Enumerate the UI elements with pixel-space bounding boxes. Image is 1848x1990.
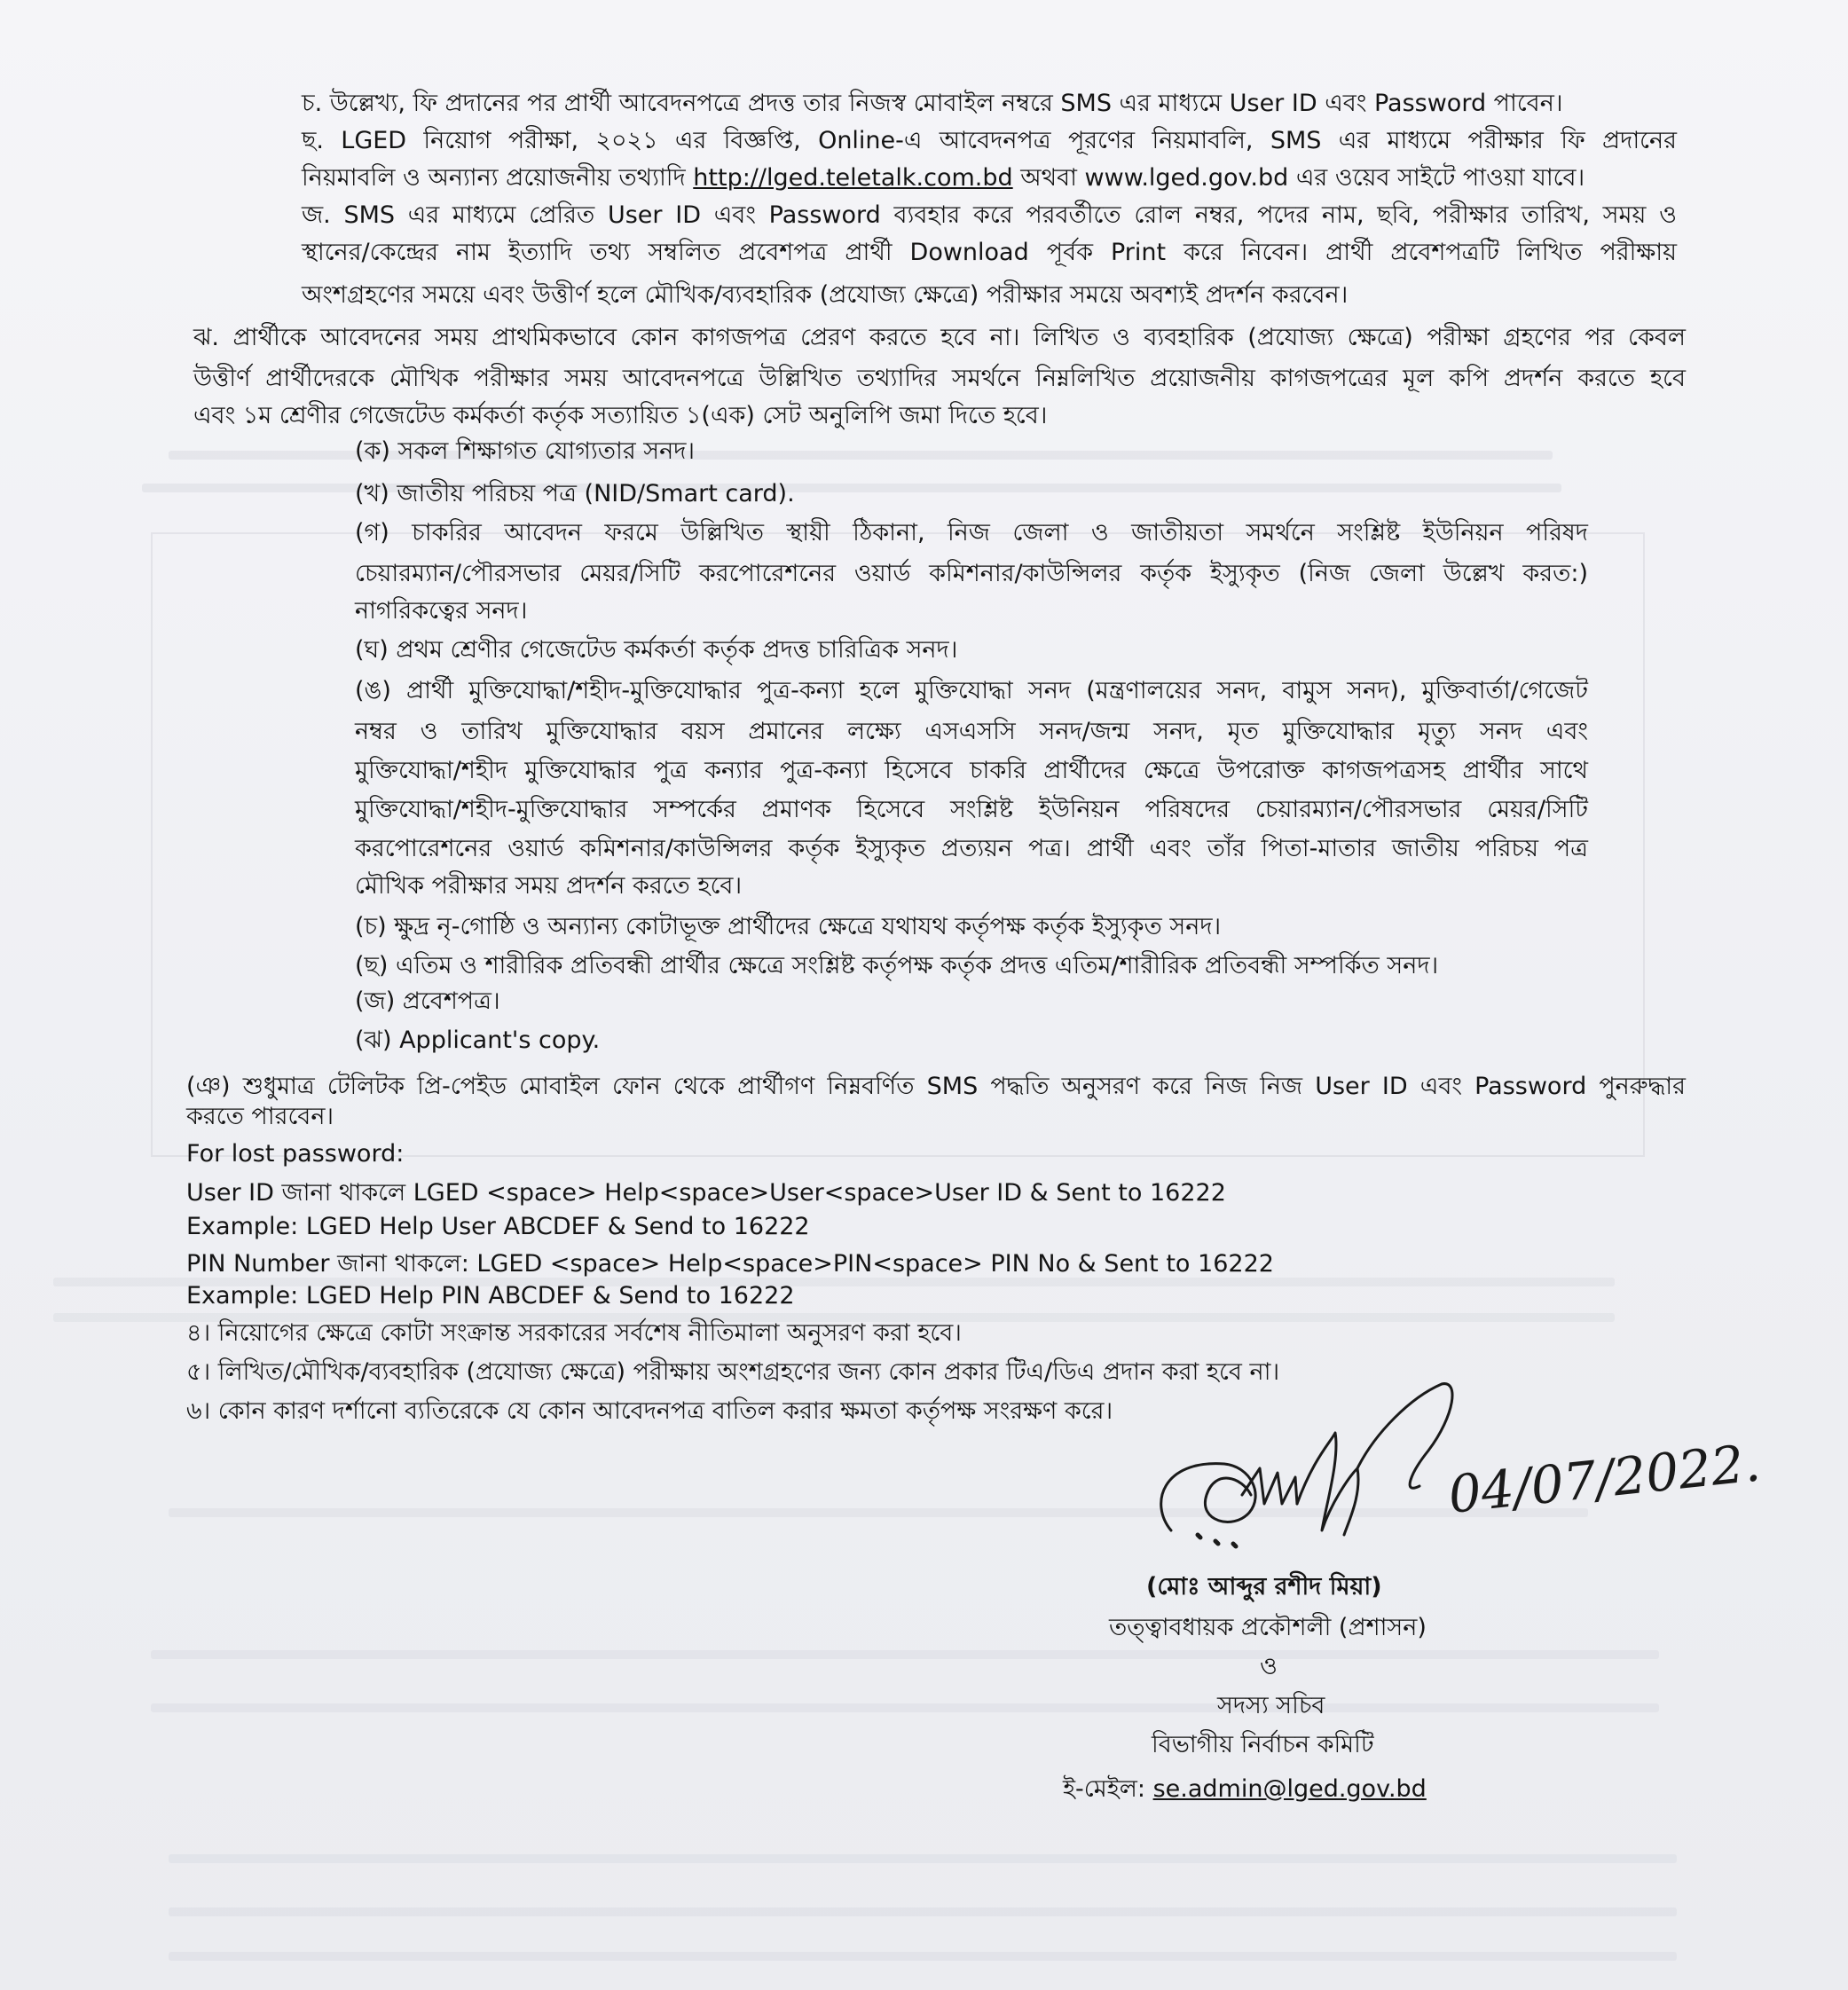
para-jha-line-2: উত্তীর্ণ প্রার্থীদেরকে মৌখিক পরীক্ষার সময় আবেদনপত্রে উল্লিখিত তথ্যাদির সমর্থনে নিম্নলিখিত প্রয়োজনীয় কাগজপত্রের মূল কপি প্রদর্শন করতে হবে — [193, 365, 1686, 392]
lost-password-line-2: Example: LGED Help User ABCDEF & Send to 16222 — [186, 1213, 810, 1240]
item-ga-line-2: চেয়ারম্যান/পৌরসভার মেয়র/সিটি করপোরেশনের ওয়ার্ড কমিশনার/কাউন্সিলর কর্তৃক ইস্যুকৃত (নিজ জেলা উল্লেখ করত:) — [355, 560, 1588, 587]
item-ga-line-3: নাগরিকত্বের সনদ। — [355, 597, 528, 625]
signatory-and: ও — [1260, 1653, 1278, 1680]
signature-dots — [1198, 1535, 1236, 1546]
handwritten-date: 04/07/2022. — [1445, 1432, 1764, 1525]
item-cha: (চ) ক্ষুদ্র নৃ-গোষ্ঠি ও অন্যান্য কোটাভূক্ত প্রার্থীদের ক্ষেত্রে যথাযথ কর্তৃপক্ষ কর্তৃক ইস্যুকৃত সনদ। — [355, 913, 1222, 940]
email-label: ই-মেইল: — [1063, 1775, 1153, 1803]
lost-password-line-4: Example: LGED Help PIN ABCDEF & Send to 16222 — [186, 1282, 795, 1310]
lost-password-line-3: PIN Number জানা থাকলে: LGED <space> Help<space>PIN<space> PIN No & Sent to 16222 — [186, 1250, 1274, 1278]
clause-5: ৫। লিখিত/মৌখিক/ব্যবহারিক (প্রযোজ্য ক্ষেত্রে) পরীক্ষায় অংশগ্রহণের জন্য কোন প্রকার টিএ/ডিএ প্রদান করা হবে না। — [186, 1358, 1280, 1386]
para-ja-line-3: অংশগ্রহণের সময়ে এবং উত্তীর্ণ হলে মৌখিক/ব্যবহারিক (প্রযোজ্য ক্ষেত্রে) পরীক্ষার সময়ে অবশ্যই প্রদর্শন করবেন। — [302, 281, 1349, 309]
signatory-member-secretary: সদস্য সচিব — [1217, 1692, 1325, 1719]
signatory-name: (মোঃ আব্দুর রশীদ মিয়া) — [1146, 1573, 1382, 1601]
item-chha: (ছ) এতিম ও শারীরিক প্রতিবন্ধী প্রার্থীর ক্ষেত্রে সংশ্লিষ্ট কর্তৃপক্ষ কর্তৃক প্রদত্ত এতিম/শারীরিক প্রতিবন্ধী সম্পর্কিত সনদ। — [355, 952, 1439, 979]
para-ja-line-1: জ. SMS এর মাধ্যমে প্রেরিত User ID এবং Password ব্যবহার করে পরবর্তীতে রোল নম্বর, পদের নাম, ছবি, পরীক্ষার তারিখ, সময় ও — [302, 201, 1677, 229]
item-umo-line-5: করপোরেশনের ওয়ার্ড কমিশনার/কাউন্সিলর কর্তৃক ইস্যুকৃত প্রত্যয়ন পত্র। প্রার্থী এবং তাঁর পিতা-মাতার জাতীয় পরিচয় পত্র — [355, 835, 1588, 862]
item-umo-line-3: মুক্তিযোদ্ধা/শহীদ মুক্তিযোদ্ধার পুত্র কন্যার পুত্র-কন্যা হিসেবে চাকরি প্রার্থীদের ক্ষেত্রে উপরোক্ত কাগজপত্রসহ প্রার্থীর সাথে — [355, 757, 1588, 784]
para-cha: চ. উল্লেখ্য, ফি প্রদানের পর প্রার্থী আবেদনপত্রে প্রদত্ত তার নিজস্ব মোবাইল নম্বরে SMS এর মাধ্যমে User ID এবং Password পাবেন। — [302, 90, 1563, 117]
item-jha: (ঝ) Applicant's copy. — [355, 1026, 601, 1054]
para-jha-line-1: ঝ. প্রার্থীকে আবেদনের সময় প্রাথমিকভাবে কোন কাগজপত্র প্রেরণ করতে হবে না। লিখিত ও ব্যবহারিক (প্রযোজ্য ক্ষেত্রে) পরীক্ষা গ্রহণের পর কেবল — [193, 324, 1686, 351]
item-kha: (খ) জাতীয় পরিচয় পত্র (NID/Smart card). — [355, 480, 795, 507]
signature-stroke — [1357, 1384, 1452, 1489]
clause-6: ৬। কোন কারণ দর্শানো ব্যতিরেকে যে কোন আবেদনপত্র বাতিল করার ক্ষমতা কর্তৃপক্ষ সংরক্ষণ করে। — [186, 1397, 1113, 1425]
para-ja-line-2: স্থানের/কেন্দ্রের নাম ইত্যাদি তথ্য সম্বলিত প্রবেশপত্র প্রার্থী Download পূর্বক Print করে নিবেন। প্রার্থী প্রবেশপত্রটি লিখিত পরীক্ষায় — [302, 239, 1677, 266]
teletalk-link[interactable]: http://lged.teletalk.com.bd — [693, 164, 1013, 192]
bleed-through — [169, 1907, 1677, 1916]
item-nya-line-2: করতে পারবেন। — [186, 1103, 334, 1130]
item-umo-line-1: (ঙ) প্রার্থী মুক্তিযোদ্ধা/শহীদ-মুক্তিযোদ্ধার পুত্র-কন্যা হলে মুক্তিযোদ্ধা সনদ (মন্ত্রণালয়ের সনদ, বামুস সনদ), মুক্তিবার্তা/গেজেট — [355, 677, 1588, 704]
item-umo-line-4: মুক্তিযোদ্ধা/শহীদ-মুক্তিযোদ্ধার সম্পর্কের প্রমাণক হিসেবে সংশ্লিষ্ট ইউনিয়ন পরিষদের চেয়ারম্যান/পৌরসভার মেয়র/সিটি — [355, 796, 1588, 823]
handwritten-signature — [1144, 1380, 1764, 1593]
bleed-through — [151, 1650, 1659, 1659]
signature-stroke — [1161, 1464, 1255, 1530]
para-chha-text-end: অথবা www.lged.gov.bd এর ওয়েব সাইটে পাওয়া যাবে। — [1012, 164, 1585, 192]
para-chha-text: নিয়মাবলি ও অন্যান্য প্রয়োজনীয় তথ্যাদি — [302, 164, 694, 192]
item-umo-line-6: মৌখিক পরীক্ষার সময় প্রদর্শন করতে হবে। — [355, 872, 743, 900]
lost-password-title: For lost password: — [186, 1140, 405, 1168]
para-chha-line-2 — [302, 161, 1585, 195]
signature-stroke — [1242, 1468, 1297, 1504]
item-gha: (ঘ) প্রথম শ্রেণীর গেজেটেড কর্মকর্তা কর্তৃক প্রদত্ত চারিত্রিক সনদ। — [355, 636, 958, 664]
clause-4: ৪। নিয়োগের ক্ষেত্রে কোটা সংক্রান্ত সরকারের সর্বশেষ নীতিমালা অনুসরণ করা হবে। — [186, 1319, 962, 1347]
signatory-committee: বিভাগীয় নির্বাচন কমিটি — [1152, 1731, 1374, 1758]
para-jha-line-3: এবং ১ম শ্রেণীর গেজেটেড কর্মকর্তা কর্তৃক সত্যায়িত ১(এক) সেট অনুলিপি জমা দিতে হবে। — [193, 402, 1048, 429]
item-ga-line-1: (গ) চাকরির আবেদন ফরমে উল্লিখিত স্থায়ী ঠিকানা, নিজ জেলা ও জাতীয়তা সমর্থনে সংশ্লিষ্ট ইউনিয়ন পরিষদ — [355, 519, 1588, 547]
bleed-through — [169, 1854, 1677, 1863]
item-umo-line-2: নম্বর ও তারিখ মুক্তিযোদ্ধার বয়স প্রমানের লক্ষ্যে এসএসসি সনদ/জন্ম সনদ, মৃত মুক্তিযোদ্ধার মৃত্যু সনদ এবং — [355, 718, 1588, 745]
signatory-email-row — [1063, 1773, 1427, 1806]
signatory-title: তত্ত্বাবধায়ক প্রকৌশলী (প্রশাসন) — [1109, 1614, 1427, 1641]
item-nya-line-1: (ঞ) শুধুমাত্র টেলিটক প্রি-পেইড মোবাইল ফোন থেকে প্রার্থীগণ নিম্নবর্ণিত SMS পদ্ধতি অনুসরণ করে নিজ নিজ User ID এবং Password পুনরুদ্ধার — [186, 1073, 1686, 1100]
bleed-through — [151, 1703, 1659, 1712]
lost-password-line-1: User ID জানা থাকলে LGED <space> Help<space>User<space>User ID & Sent to 16222 — [186, 1179, 1226, 1207]
para-chha-line-1: ছ. LGED নিয়োগ পরীক্ষা, ২০২১ এর বিজ্ঞপ্তি, Online-এ আবেদনপত্র পূরণের নিয়মাবলি, SMS এর মাধ্যমে পরীক্ষার ফি প্রদানের — [302, 127, 1677, 154]
email-link[interactable]: se.admin@lged.gov.bd — [1152, 1775, 1427, 1803]
signature-stroke — [1297, 1433, 1358, 1535]
bleed-through — [169, 1952, 1677, 1961]
item-ja: (জ) প্রবেশপত্র। — [355, 987, 500, 1015]
item-ka: (ক) সকল শিক্ষাগত যোগ্যতার সনদ। — [355, 437, 696, 465]
